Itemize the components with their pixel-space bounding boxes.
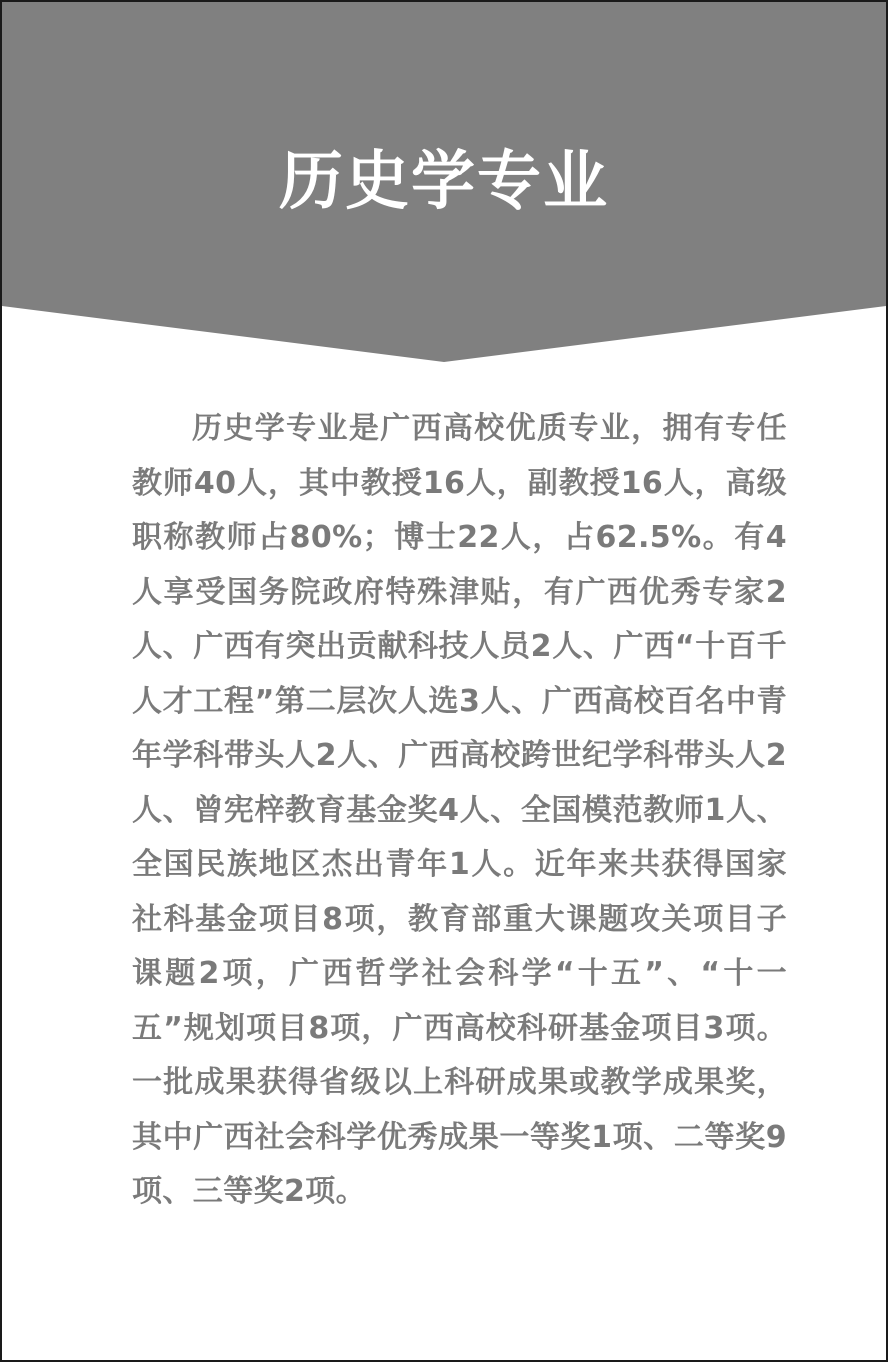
header-banner	[2, 2, 886, 364]
description-paragraph: 历史学专业是广西高校优质专业，拥有专任教师40人，其中教授16人，副教授16人，高级职称教师占80%；博士22人，占62.5%。有4人享受国务院政府特殊津贴，有广西优秀专家2人、广西有突出贡献科技人员2人、广西“十百千人才工程”第二层次人选3人、广西高校百名中青年学科带头人2人、广西高校跨世纪学科带头人2人、曾宪梓教育基金奖4人、全国模范教师1人、全国民族地区杰出青年1人。近年来共获得国家社科基金项目8项，教育部重大课题攻关项目子课题2项，广西哲学社会科学“十五”、“十一五”规划项目8项，广西高校科研基金项目3项。一批成果获得省级以上科研成果或教学成果奖，其中广西社会科学优秀成果一等奖1项、二等奖9项、三等奖2项。	[132, 411, 787, 1209]
page-title: 历史学专业	[279, 145, 609, 219]
